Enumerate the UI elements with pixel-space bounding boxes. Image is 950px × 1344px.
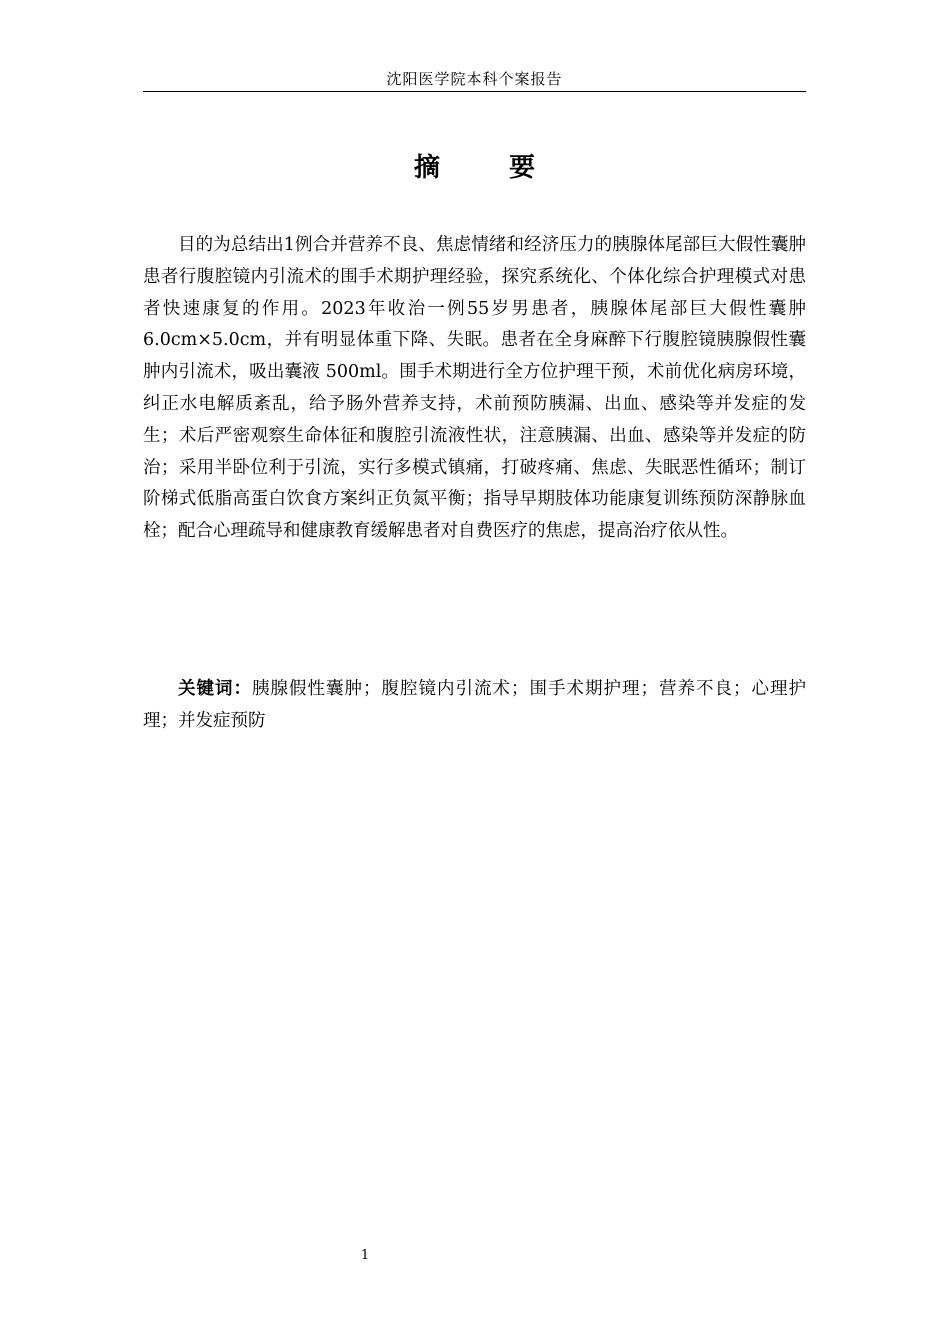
abstract-title: 摘 要 — [413, 153, 566, 183]
page-number: 1 — [360, 1248, 370, 1263]
abstract-body: 目的为总结出1例合并营养不良、焦虑情绪和经济压力的胰腺体尾部巨大假性囊肿患者行腹腔镜内引流术的围手术期护理经验，探究系统化、个体化综合护理模式对患者快速康复的作用。2023年收治一例55岁男患者，胰腺体尾部巨大假性囊肿6.0cm×5.0cm，并有明显体重下降、失眠。患者在全身麻醉下行腹腔镜胰腺假性囊肿内引流术，吸出囊液 500ml。围手术期进行全方位护理干预，术前优化病房环境，纠正水电解质紊乱，给予肠外营养支持，术前预防胰漏、出血、感染等并发症的发生；术后严密观察生命体征和腹腔引流液性状，注意胰漏、出血、感染等并发症的防治；采用半卧位利于引流，实行多模式镇痛，打破疼痛、焦虑、失眠恶性循环；制订阶梯式低脂高蛋白饮食方案纠正负氮平衡；指导早期肢体功能康复训练预防深静脉血栓；配合心理疏导和健康教育缓解患者对自费医疗的焦虑，提高治疗依从性。 — [143, 235, 806, 542]
keywords-paragraph — [143, 674, 806, 738]
running-header: 沈阳医学院本科个案报告 — [386, 70, 563, 88]
header-rule — [143, 91, 806, 92]
keywords-label: 关键词： — [178, 679, 252, 699]
keywords-text: 胰腺假性囊肿；腹腔镜内引流术；围手术期护理；营养不良；心理护理；并发症预防 — [143, 679, 806, 731]
